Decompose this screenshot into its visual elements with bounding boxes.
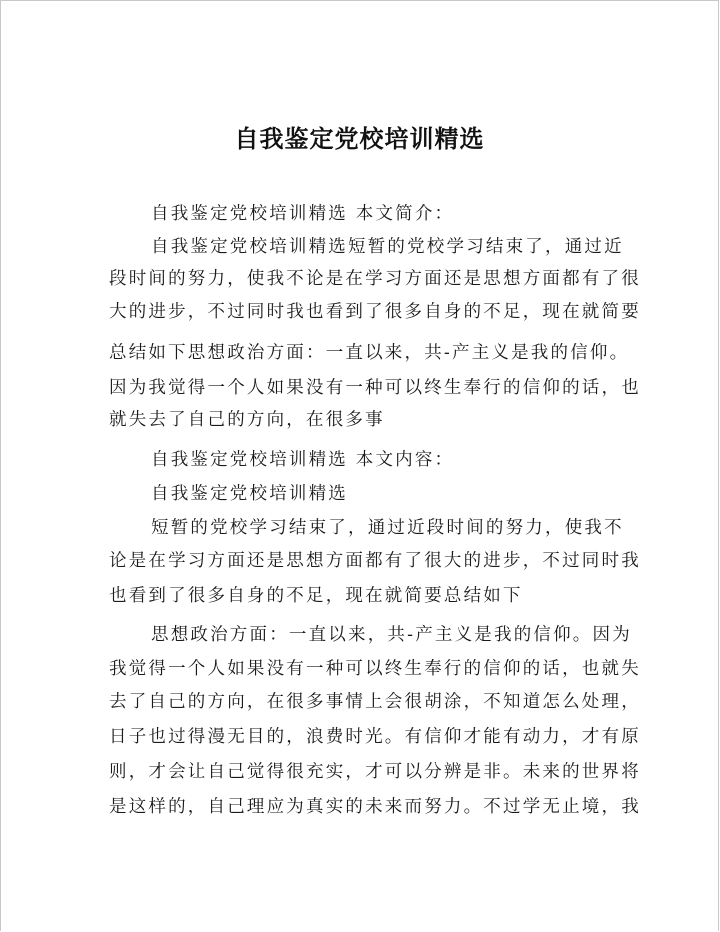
paragraph-line: 自我鉴定党校培训精选 本文简介： (151, 204, 455, 224)
paragraph-line: 短暂的党校学习结束了，通过近段时间的努力，使我不 (151, 518, 624, 538)
paragraph-line: 大的进步，不过同时我也看到了很多自身的不足，现在就简要 (109, 302, 641, 322)
paragraph-line: 则，才会让自己觉得很充实，才可以分辨是非。未来的世界将 (109, 762, 641, 782)
paragraph-line: 自我鉴定党校培训精选 本文内容： (151, 450, 455, 470)
paragraph-line: 论是在学习方面还是思想方面都有了很大的进步，不过同时我 (109, 551, 641, 571)
paragraph-line: 思想政治方面：一直以来，共-产主义是我的信仰。因为 (151, 625, 632, 645)
paragraph-line: 就失去了自己的方向，在很多事 (109, 410, 385, 430)
paragraph-line: 去了自己的方向，在很多事情上会很胡涂，不知道怎么处理， (109, 692, 641, 712)
paragraph-line: 也看到了很多自身的不足，现在就简要总结如下 (109, 586, 523, 606)
paragraph-line: 是这样的，自己理应为真实的未来而努力。不过学无止境，我 (109, 797, 641, 817)
paragraph-line: 自我鉴定党校培训精选短暂的党校学习结束了，通过近 (151, 237, 624, 257)
paragraph-line: 因为我觉得一个人如果没有一种可以终生奉行的信仰的话，也 (109, 378, 641, 398)
paragraph-line: 自我鉴定党校培训精选 (151, 484, 348, 504)
paragraph-line: 日子也过得漫无目的，浪费时光。有信仰才能有动力，才有原 (109, 727, 641, 747)
paragraph-line: 我觉得一个人如果没有一种可以终生奉行的信仰的话，也就失 (109, 659, 641, 679)
paragraph-line: 段时间的努力，使我不论是在学习方面还是思想方面都有了很 (109, 269, 641, 289)
paragraph-line: 总结如下思想政治方面：一直以来，共-产主义是我的信仰。 (109, 343, 630, 363)
page-title: 自我鉴定党校培训精选 (234, 125, 485, 153)
